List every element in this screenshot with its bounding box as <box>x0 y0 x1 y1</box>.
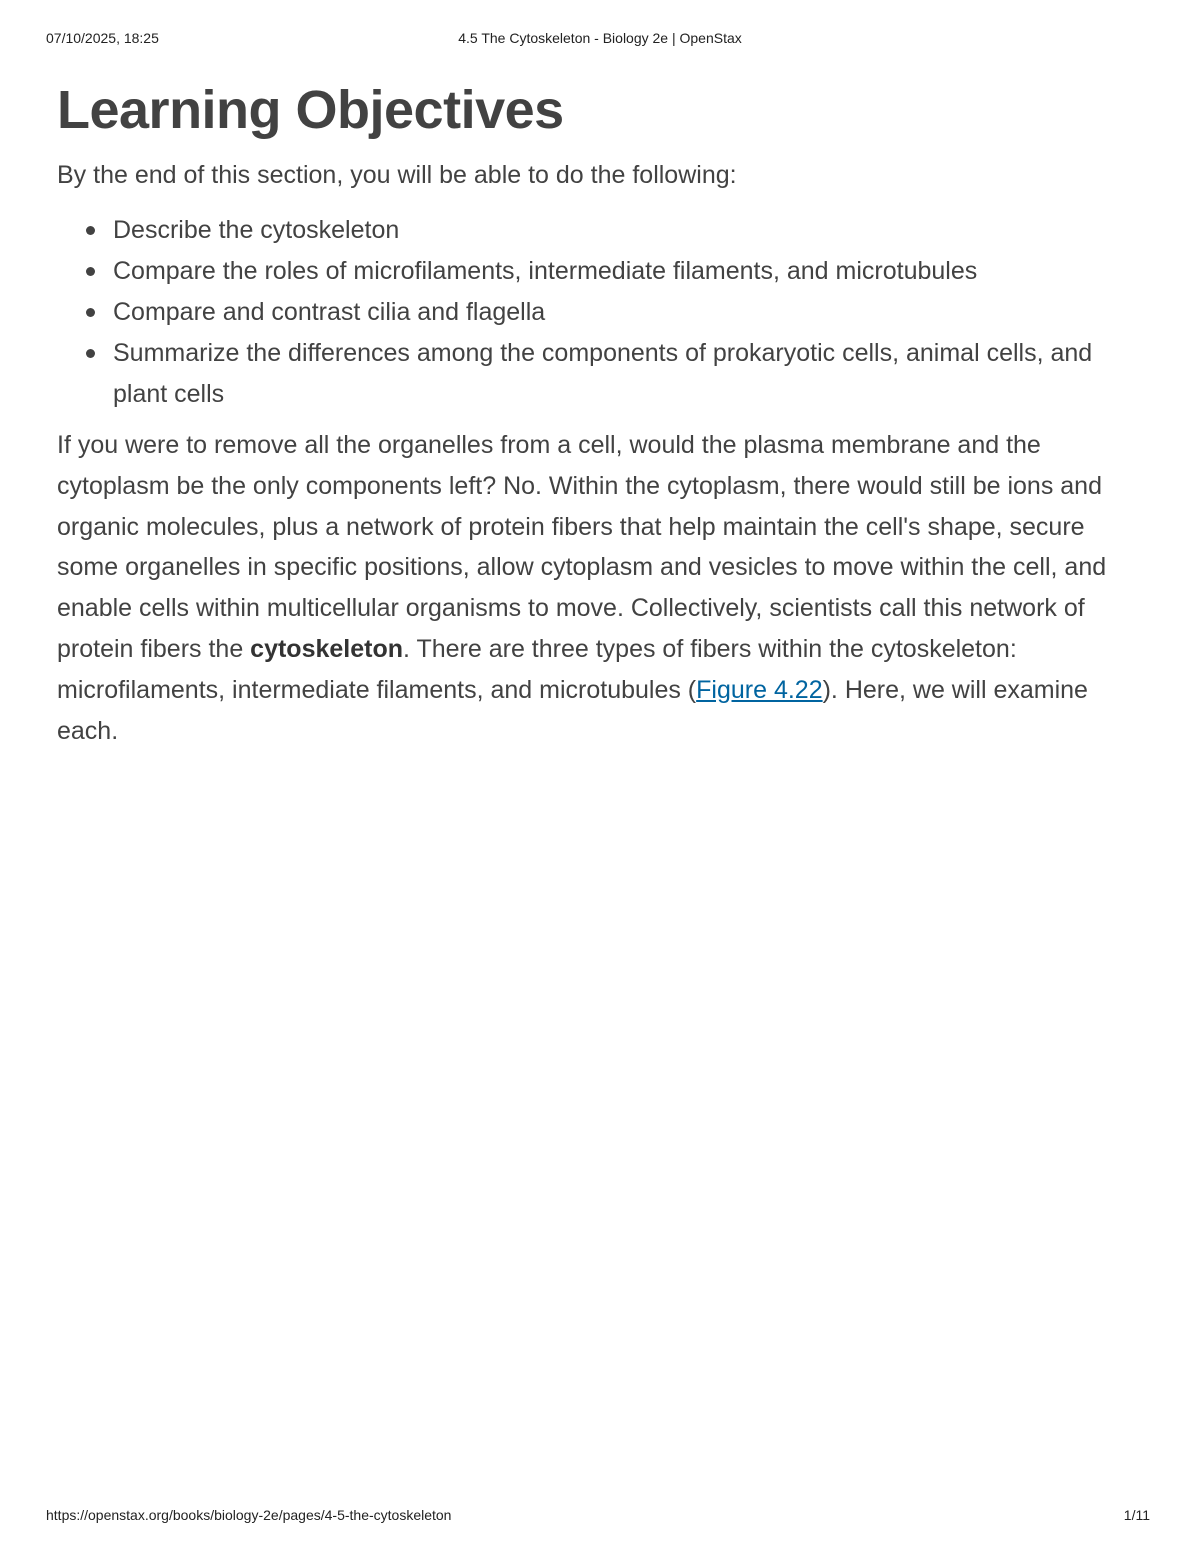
body-paragraph <box>57 425 1147 751</box>
print-datetime: 07/10/2025, 18:25 <box>46 30 159 46</box>
print-footer <box>46 1507 1150 1527</box>
list-item <box>113 251 1147 292</box>
bullet-icon <box>86 226 95 235</box>
paragraph-text-3: ). Here, we will examine each. <box>57 675 1088 745</box>
print-header <box>46 30 1154 50</box>
bullet-icon <box>86 267 95 276</box>
objective-text: Compare the roles of microfilaments, intermediate filaments, and microtubules <box>113 257 978 285</box>
bullet-icon <box>86 308 95 317</box>
objectives-list <box>57 210 1147 415</box>
page-url: https://openstax.org/books/biology-2e/pages/4-5-the-cytoskeleton <box>46 1507 452 1523</box>
print-page-title: 4.5 The Cytoskeleton - Biology 2e | OpenStax <box>458 30 742 46</box>
objective-text: Describe the cytoskeleton <box>113 216 400 244</box>
bullet-icon <box>86 349 95 358</box>
list-item <box>113 210 1147 251</box>
objective-text: Compare and contrast cilia and flagella <box>113 298 546 326</box>
paragraph-text-1: If you were to remove all the organelles from a cell, would the plasma membrane and the cytoplasm be the only components left? No. Within the cytoplasm, there would still be ions and organic molecules, plus a network of protein fibers that help maintain the cell's shape, secure some organelles in specific positions, allow cytoplasm and vesicles to move within the cell, and enable cells within multicellular organisms to move. Collectively, scientists call this network of protein fibers the <box>57 431 1107 663</box>
objective-text: Summarize the differences among the components of prokaryotic cells, animal cells, and plant cells <box>113 339 1093 408</box>
key-term-cytoskeleton: cytoskeleton <box>250 634 404 663</box>
list-item <box>113 292 1147 333</box>
figure-link[interactable]: Figure 4.22 <box>696 675 823 704</box>
list-item <box>113 333 1147 415</box>
paragraph-text-2: . There are three types of fibers within the cytoskeleton: microfilaments, intermediate filaments, and microtubules ( <box>57 634 1017 704</box>
objectives-intro: By the end of this section, you will be able to do the following: <box>57 161 737 189</box>
main-content <box>57 78 1147 751</box>
page-number: 1/11 <box>1123 1507 1150 1523</box>
section-heading: Learning Objectives <box>57 80 564 140</box>
